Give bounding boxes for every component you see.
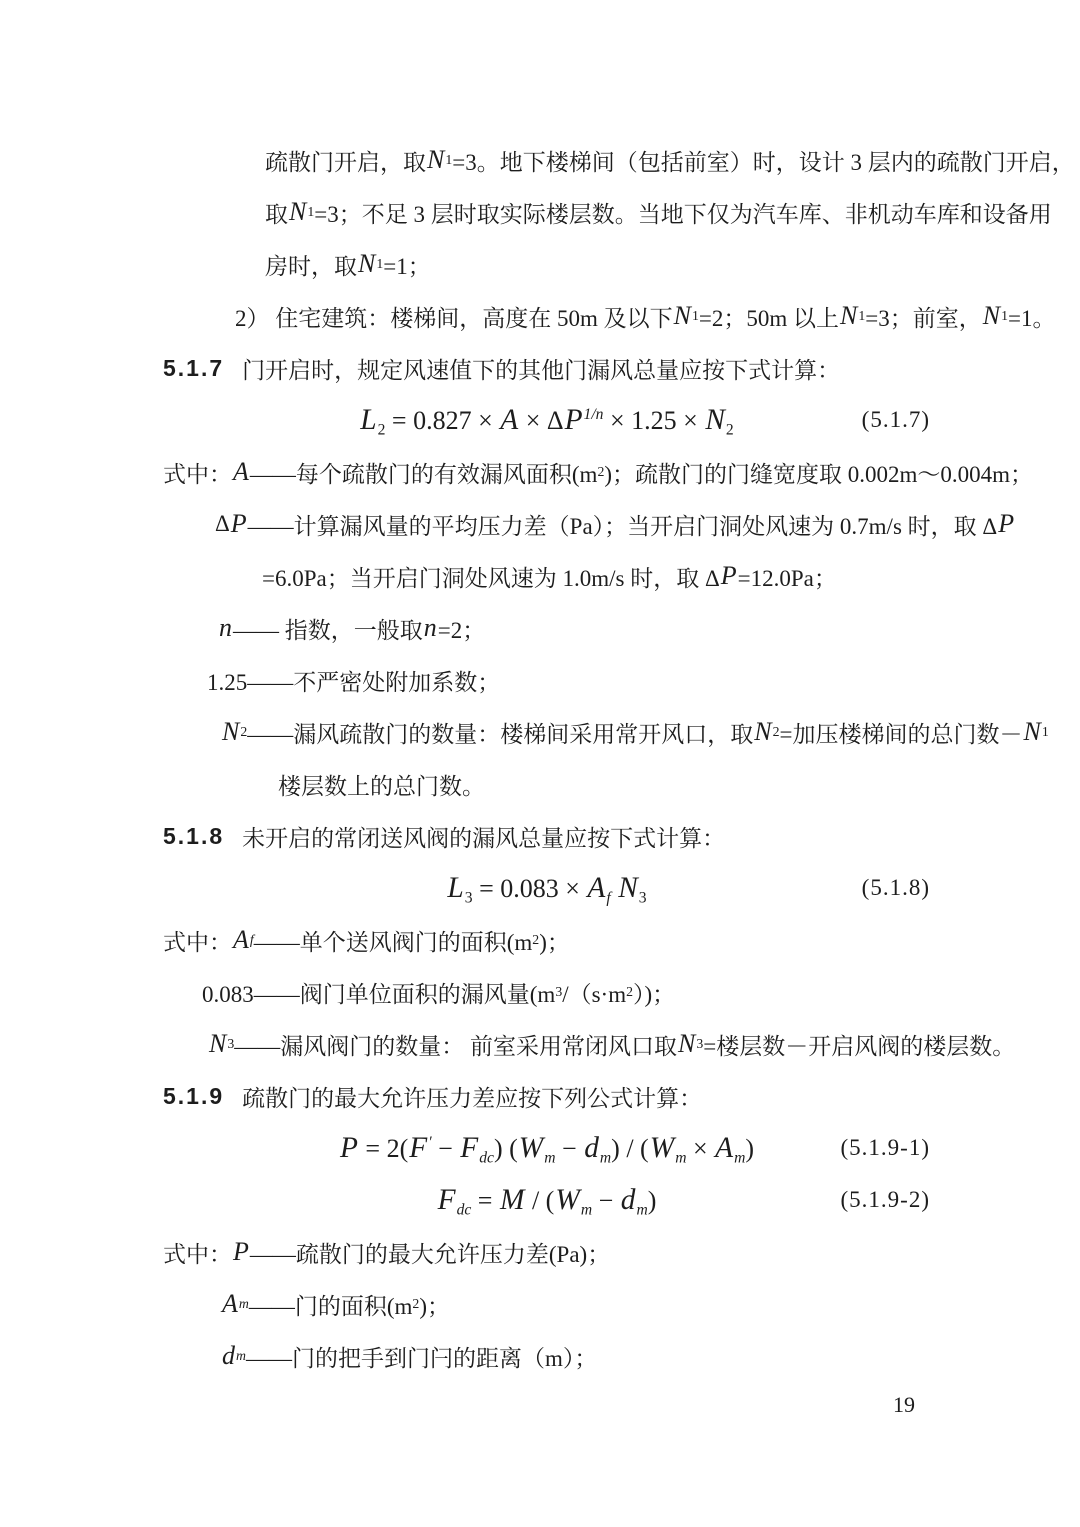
text-run: ) — [745, 1133, 755, 1163]
variable: P — [339, 1131, 358, 1164]
variable: N — [705, 403, 725, 436]
superscript: ′ — [428, 1133, 432, 1151]
variable: F — [437, 1183, 456, 1216]
text-run: )； — [539, 929, 570, 955]
text-run: =3；前室， — [865, 305, 982, 331]
text-run: =1。 — [1008, 305, 1056, 331]
subscript: m — [675, 1148, 687, 1166]
variable: A — [500, 403, 519, 436]
formula-line — [163, 862, 930, 914]
variable: n — [423, 613, 437, 642]
variable: n — [219, 613, 232, 642]
text-run: ) / ( — [611, 1133, 649, 1163]
variable: W — [518, 1131, 544, 1164]
variable: A — [233, 457, 249, 486]
text-line — [163, 550, 930, 602]
text-run: 楼层数上的总门数。 — [278, 773, 485, 799]
text-line: 式中： A ——每个疏散门的有效漏风面积(m 2 )；疏散门的门缝宽度取 0.002m～0.004m； — [163, 457, 1034, 487]
text-run: 0.083——阀门单位面积的漏风量(m — [202, 981, 556, 1007]
text-run: ——疏散门的最大允许压力差(Pa)； — [249, 1241, 611, 1267]
text-run: Δ — [215, 511, 230, 536]
text-run: ) — [647, 1185, 657, 1215]
superscript: 1/n — [583, 405, 604, 423]
variable: W — [649, 1131, 675, 1164]
equation-number: (5.1.8) — [861, 875, 930, 900]
variable: W — [555, 1183, 580, 1216]
section-number: 5.1.7 — [163, 354, 225, 381]
subscript: m — [580, 1200, 593, 1218]
subscript: dc — [456, 1200, 472, 1218]
variable: N — [209, 1029, 227, 1058]
text-run: − — [431, 1133, 460, 1163]
subscript: m — [599, 1148, 612, 1166]
variable: N — [678, 1029, 696, 1058]
text-line: 0.083——阀门单位面积的漏风量(m 3 /（s·m 2 ）)； — [163, 966, 930, 1018]
text-line: N 3 ——漏风阀门的数量： 前室采用常闭风口取 N 3 =楼层数－开启风阀的楼层数。 — [209, 1029, 1016, 1059]
text-run: 门开启时，规定风速值下的其他门漏风总量应按下式计算： — [242, 357, 841, 383]
variable: d — [584, 1131, 599, 1164]
variable: A — [233, 925, 249, 954]
text-line — [163, 602, 930, 654]
text-run: =加压楼梯间的总门数－ — [779, 721, 1023, 747]
subscript: 2 — [725, 420, 734, 438]
subscript: 3 — [464, 888, 473, 906]
text-line — [163, 758, 930, 810]
variable: N — [289, 197, 307, 226]
text-run: =1； — [383, 253, 431, 279]
text-run: = 2( — [358, 1133, 409, 1163]
formula-line — [163, 1174, 930, 1226]
text-run: =2； — [437, 617, 486, 643]
subscript: 2 — [377, 420, 386, 438]
equation-number: (5.1.9-2) — [840, 1187, 930, 1212]
text-run: 式中： — [163, 1241, 232, 1267]
variable: F — [409, 1131, 428, 1164]
text-run: ——漏风疏散门的数量：楼梯间采用常开风口，取 — [247, 721, 754, 747]
text-run: ——单个送风阀门的面积(m — [253, 929, 533, 955]
formula-body — [359, 404, 733, 437]
text-run: 疏散门的最大允许压力差应按下列公式计算： — [242, 1085, 703, 1111]
text-run: =3；不足 3 层时取实际楼层数。当地下仅为汽车库、非机动车库和设备用 — [314, 201, 1052, 227]
text-line — [163, 1226, 930, 1278]
text-run: /（s·m — [562, 981, 627, 1007]
variable: F — [460, 1131, 479, 1164]
variable: N — [222, 717, 240, 746]
formula-body — [437, 1184, 657, 1217]
subscript: f — [606, 888, 611, 906]
text-run: × 1.25 × — [603, 405, 705, 435]
text-run: 2） 住宅建筑：楼梯间，高度在 50m 及以下 — [235, 305, 673, 331]
subscript: dc — [479, 1148, 494, 1166]
section-number: 5.1.8 — [163, 822, 225, 849]
text-line — [163, 498, 1015, 550]
variable: d — [620, 1183, 636, 1216]
variable: N — [1023, 717, 1041, 746]
text-run: =3。地下楼梯间（包括前室）时，设计 3 层内的疏散门开启， — [452, 149, 1075, 175]
variable: P — [233, 1237, 249, 1266]
formula-line — [163, 394, 930, 446]
section-heading — [163, 342, 930, 394]
text-run: − — [555, 1133, 584, 1163]
variable: P — [564, 403, 583, 436]
text-run: 式中： — [163, 929, 232, 955]
section-heading — [163, 810, 930, 862]
text-run: 1.25——不严密处附加系数； — [207, 669, 501, 695]
formula-body — [446, 872, 646, 905]
text-run: − — [592, 1185, 620, 1215]
equation-number: (5.1.7) — [861, 407, 930, 432]
variable: A — [587, 871, 606, 904]
section-heading — [163, 1070, 930, 1122]
text-run: 房时，取 — [265, 253, 357, 279]
variable: P — [720, 561, 737, 590]
text-run: )； — [419, 1293, 450, 1319]
text-run: 疏散门开启，取 — [265, 149, 426, 175]
subscript: m — [636, 1200, 648, 1218]
variable: M — [499, 1183, 525, 1216]
text-run: ——计算漏风量的平均压力差（Pa）；当开启门洞处风速为 0.7m/s 时，取 Δ — [247, 513, 998, 539]
text-line: 取 N 1 =3；不足 3 层时取实际楼层数。当地下仅为汽车库、非机动车库和设备用 — [265, 197, 1052, 227]
text-line: 房时，取 N 1 =1； — [265, 249, 431, 279]
text-run: 式中： — [163, 461, 232, 487]
formula-line — [163, 1122, 930, 1174]
subscript: m — [734, 1148, 746, 1166]
text-run: × — [686, 1133, 715, 1163]
text-run: / ( — [525, 1185, 555, 1215]
variable: N — [840, 301, 858, 330]
variable: L — [447, 871, 464, 904]
text-run: ——门的把手到门闩的距离（m）； — [245, 1345, 598, 1371]
text-run: )；疏散门的门缝宽度取 0.002m～0.004m； — [604, 461, 1034, 487]
text-run: =6.0Pa；当开启门洞处风速为 1.0m/s 时，取 Δ — [262, 565, 720, 591]
variable: N — [618, 871, 638, 904]
text-line: 2） 住宅建筑：楼梯间，高度在 50m 及以下 N 1 =2；50m 以上 N 1 =3；前室， N 1 =1。 — [235, 301, 1056, 331]
text-run: 未开启的常闭送风阀的漏风总量应按下式计算： — [242, 825, 726, 851]
text-run: =2；50m 以上 — [698, 305, 840, 331]
equation-number: (5.1.9-1) — [840, 1135, 930, 1160]
text-run: ——漏风阀门的数量： 前室采用常闭风口取 — [234, 1033, 677, 1059]
text-line: 疏散门开启，取 N 1 =3。地下楼梯间（包括前室）时，设计 3 层内的疏散门开启， — [265, 145, 1075, 175]
variable: A — [715, 1131, 734, 1164]
page-content — [163, 134, 1075, 1382]
variable: N — [358, 249, 376, 278]
variable: A — [222, 1289, 238, 1318]
text-line: A m ——门的面积(m 2 )； — [222, 1289, 450, 1319]
variable: N — [982, 301, 1001, 330]
subscript: m — [544, 1148, 556, 1166]
text-run: = 0.083 × — [472, 873, 587, 903]
text-run: 取 — [265, 201, 288, 227]
text-run: ) ( — [493, 1133, 518, 1163]
variable: N — [427, 145, 445, 174]
text-run: × Δ — [519, 405, 564, 435]
variable: P — [998, 509, 1015, 538]
variable: L — [360, 403, 377, 436]
text-run: ——每个疏散门的有效漏风面积(m — [249, 461, 598, 487]
formula-body — [339, 1132, 754, 1165]
text-run: ——门的面积(m — [248, 1293, 413, 1319]
text-run: —— 指数，一般取 — [233, 617, 423, 643]
text-line: N 2 ——漏风疏散门的数量：楼梯间采用常开风口，取 N 2 =加压楼梯间的总门数－ N 1 — [222, 717, 1049, 747]
text-line: 式中： A f ——单个送风阀门的面积(m 2 )； — [163, 925, 570, 955]
variable: P — [230, 509, 247, 538]
text-run: =12.0Pa； — [737, 565, 837, 591]
variable: N — [754, 717, 772, 746]
text-run: ）)； — [633, 981, 676, 1007]
variable: N — [673, 301, 691, 330]
text-line: d m ——门的把手到门闩的距离（m）； — [222, 1341, 598, 1371]
subscript: 3 — [638, 888, 647, 906]
text-line — [163, 654, 930, 706]
variable: d — [222, 1341, 235, 1370]
text-run: =楼层数－开启风阀的楼层数。 — [703, 1033, 1016, 1059]
page-number: 19 — [893, 1392, 915, 1417]
text-run: = — [471, 1185, 499, 1215]
section-number: 5.1.9 — [163, 1082, 225, 1109]
text-run: = 0.827 × — [385, 405, 500, 435]
